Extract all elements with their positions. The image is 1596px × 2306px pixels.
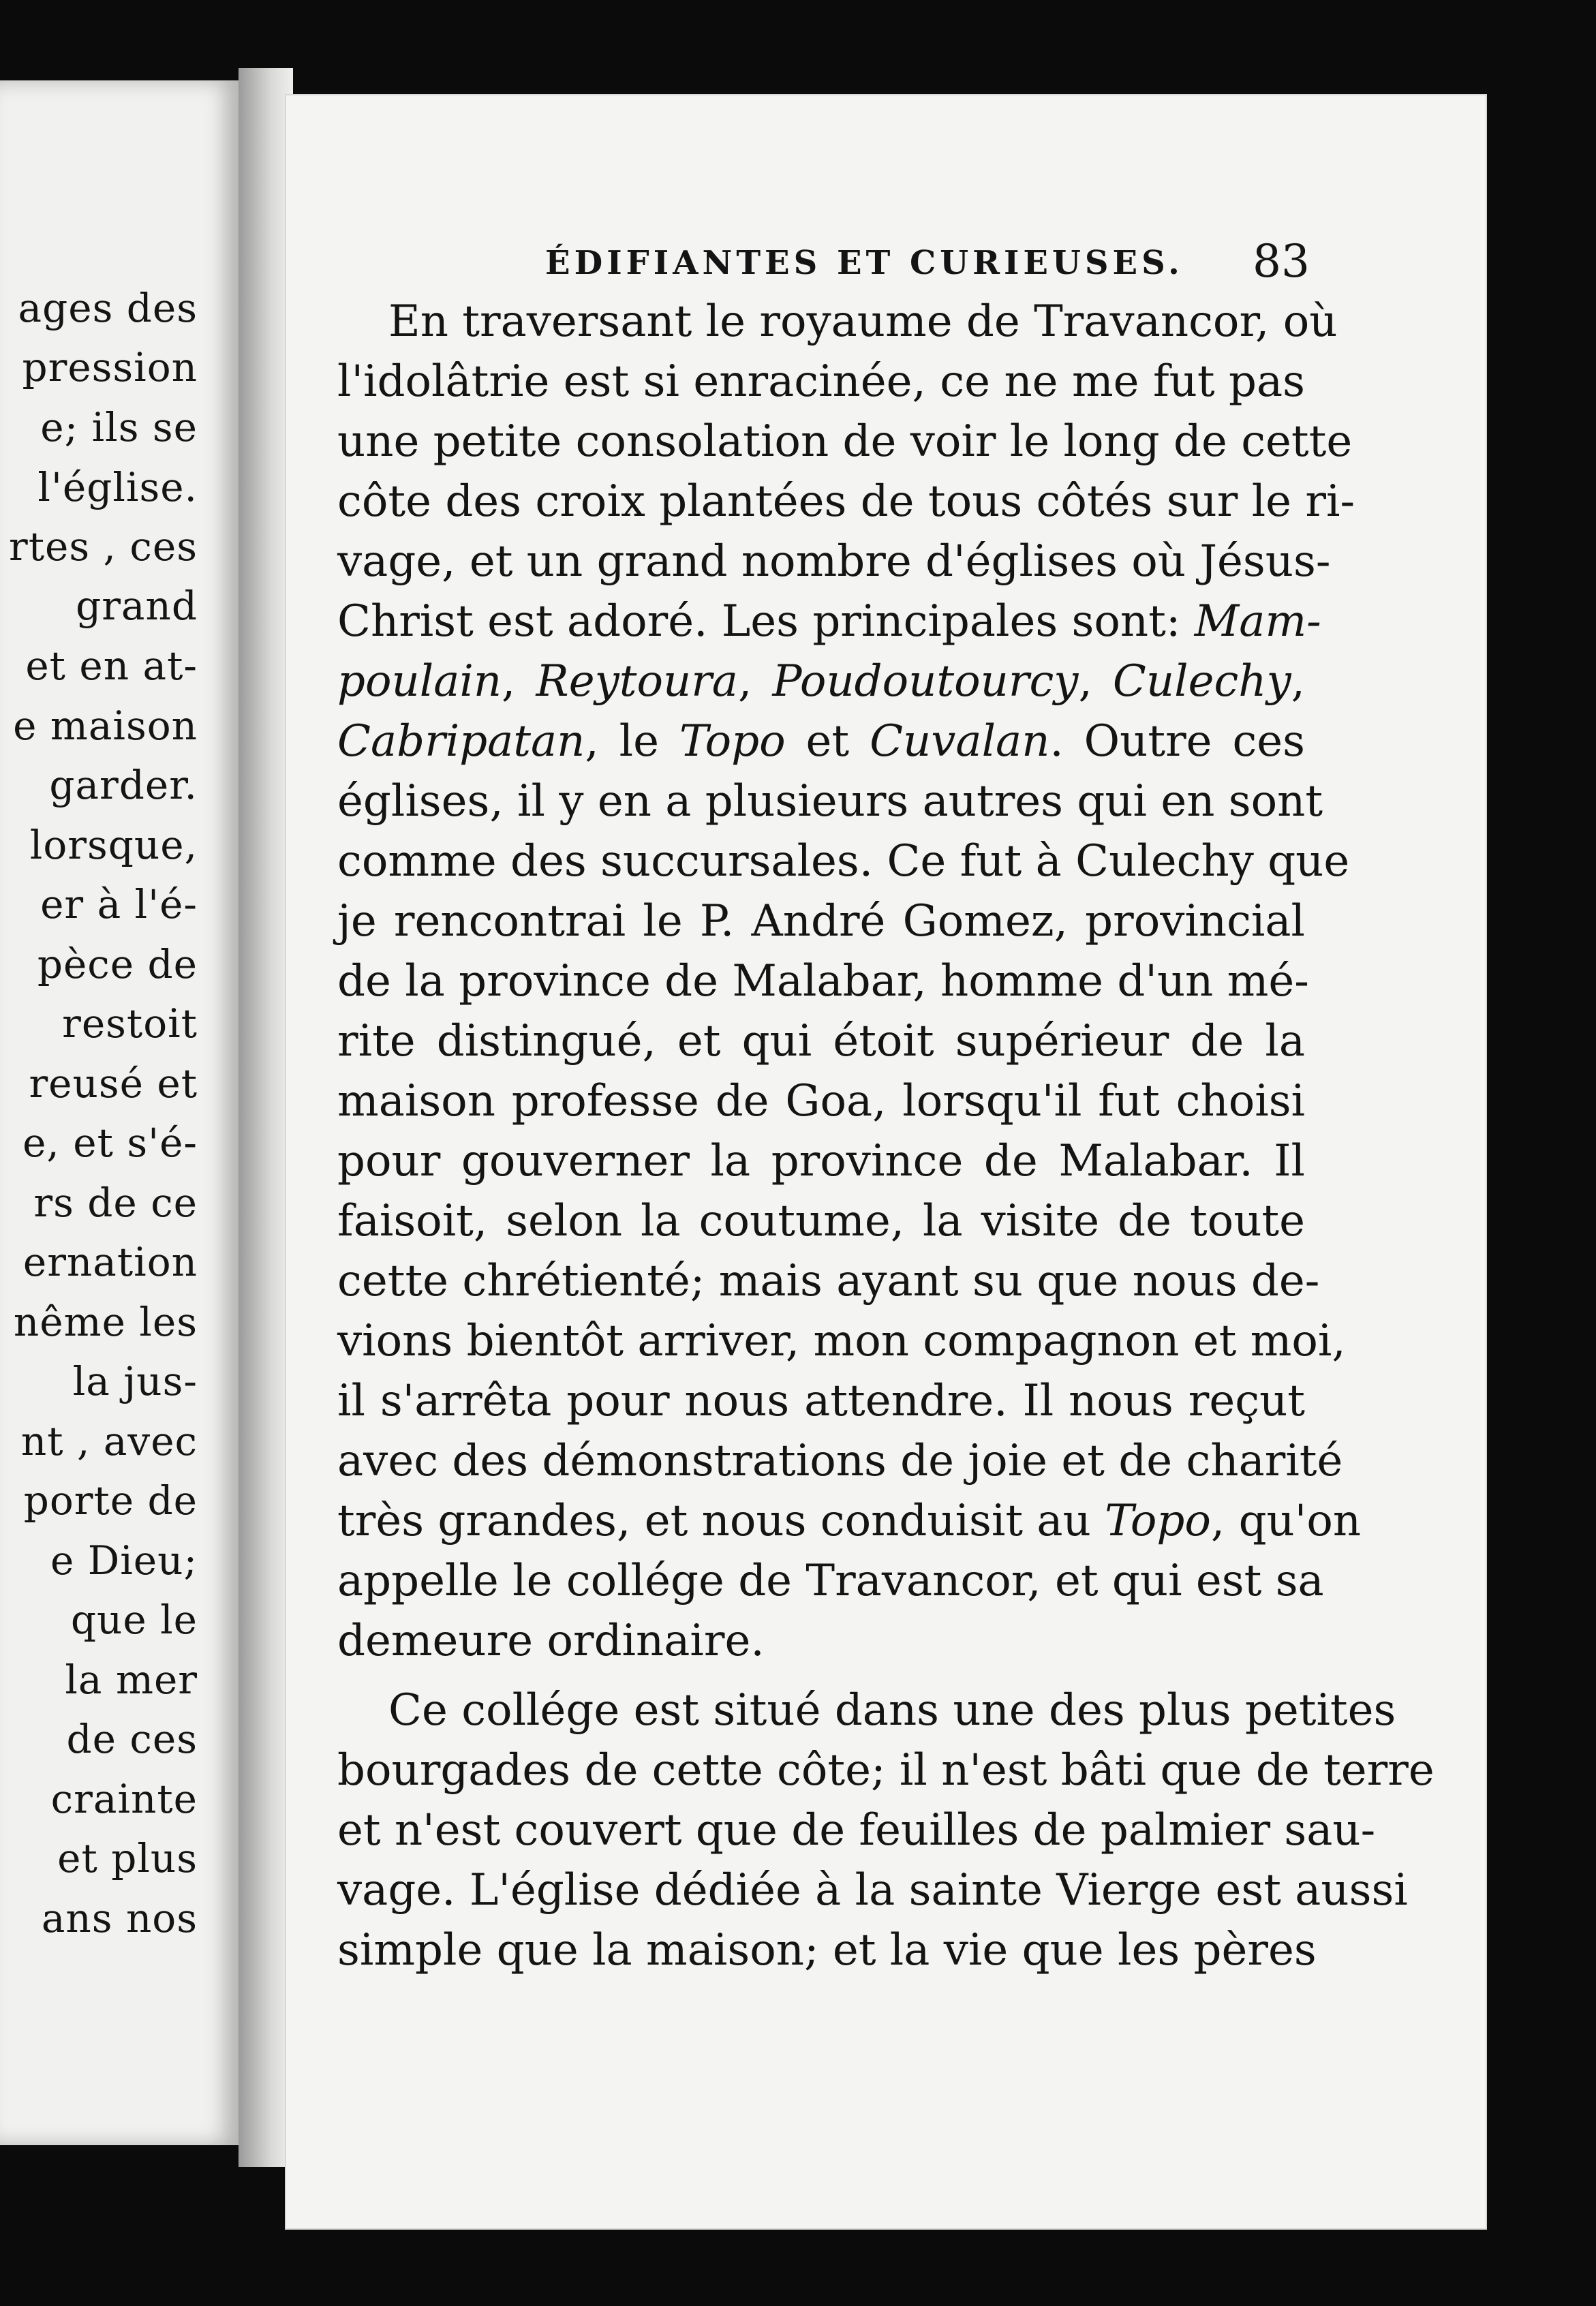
text-line: cette chrétienté; mais ayant su que nous de-: [337, 1256, 1320, 1306]
italic-place-name: Topo: [679, 716, 786, 767]
text-line: et n'est couvert que de feuilles de palmier sau-: [337, 1805, 1376, 1856]
left-page-line: ans nos: [41, 1895, 198, 1941]
page-number: 83: [1253, 235, 1310, 288]
text-line: il s'arrêta pour nous attendre. Il nous reçut: [337, 1376, 1305, 1426]
text-span: , le: [585, 716, 679, 767]
left-page-line: er à l'é-: [40, 881, 198, 927]
left-page-line: nt , avec: [20, 1418, 198, 1464]
italic-place-name: Culechy: [1112, 656, 1291, 707]
left-page: [0, 80, 239, 2145]
text-span: . Outre ces: [1049, 716, 1306, 767]
left-page-line: pression: [22, 344, 198, 390]
italic-place-name: Topo: [1105, 1496, 1211, 1546]
left-page-line: et en at-: [25, 643, 198, 689]
left-page-line: e, et s'é-: [22, 1120, 198, 1166]
running-title: ÉDIFIANTES ET CURIEUSES.: [545, 244, 1184, 282]
left-page-line: lorsque,: [29, 822, 198, 868]
left-page-line: rs de ce: [33, 1180, 198, 1226]
text-line: [337, 1496, 1362, 1546]
text-line: vions bientôt arriver, mon compagnon et moi,: [337, 1316, 1346, 1366]
left-page-line: l'église.: [37, 464, 198, 510]
text-line: l'idolâtrie est si enracinée, ce ne me fut pas: [337, 356, 1305, 407]
left-page-line: reusé et: [29, 1060, 198, 1107]
text-line: Ce collége est situé dans une des plus petites: [388, 1685, 1396, 1736]
text-line: côte des croix plantées de tous côtés sur le ri-: [337, 476, 1355, 527]
book-gutter: [239, 68, 293, 2167]
text-line: [337, 716, 1306, 767]
left-page-line: pèce de: [37, 941, 198, 987]
left-page-line: e Dieu;: [50, 1537, 198, 1584]
left-page-line: nême les: [13, 1299, 198, 1345]
left-page-line: que le: [70, 1597, 198, 1643]
italic-place-name: Cabripatan: [337, 716, 585, 767]
left-page-line: de ces: [66, 1716, 198, 1762]
left-page-line: rtes , ces: [8, 523, 198, 570]
text-line: de la province de Malabar, homme d'un mé-: [337, 956, 1309, 1006]
text-line: comme des succursales. Ce fut à Culechy que: [337, 836, 1350, 887]
left-page-line: e; ils se: [40, 404, 198, 450]
text-line: je rencontrai le P. André Gomez, provincial: [337, 896, 1305, 947]
text-span: et: [785, 716, 870, 767]
italic-place-name: poulain: [337, 656, 502, 707]
italic-place-name: Mam-: [1194, 596, 1321, 647]
text-span: Christ est adoré. Les principales sont:: [337, 596, 1181, 647]
left-page-line: et plus: [57, 1835, 198, 1881]
text-line: simple que la maison; et la vie que les pères: [337, 1925, 1317, 1976]
text-line: vage. L'église dédiée à la sainte Vierge est aussi: [337, 1865, 1408, 1916]
text-line: appelle le collége de Travancor, et qui est sa: [337, 1556, 1324, 1606]
text-line: une petite consolation de voir le long de cette: [337, 416, 1353, 467]
text-line: avec des démonstrations de joie et de charité: [337, 1436, 1343, 1486]
left-page-line: e maison: [13, 703, 198, 749]
left-page-line: la jus-: [72, 1358, 198, 1404]
text-line: poulain, Reytoura, Poudoutourcy, Culechy,: [337, 656, 1306, 707]
italic-place-name: Poudoutourcy: [772, 656, 1079, 707]
text-line: rite distingué, et qui étoit supérieur de la: [337, 1016, 1305, 1066]
left-page-line: crainte: [50, 1776, 198, 1822]
left-page-line: grand: [76, 583, 198, 629]
text-line: maison professe de Goa, lorsqu'il fut choisi: [337, 1076, 1305, 1126]
text-line: pour gouverner la province de Malabar. Il: [337, 1136, 1305, 1186]
italic-place-name: Cuvalan: [870, 716, 1050, 767]
left-page-line: porte de: [23, 1477, 198, 1524]
text-span: , qu'on: [1210, 1496, 1362, 1546]
text-line: demeure ordinaire.: [337, 1616, 765, 1666]
left-page-line: ages des: [18, 285, 198, 331]
left-page-line: restoit: [62, 1000, 198, 1047]
left-page-line: garder.: [49, 762, 198, 808]
text-line: faisoit, selon la coutume, la visite de toute: [337, 1196, 1305, 1246]
text-line: [337, 596, 1321, 647]
left-page-line: la mer: [65, 1657, 198, 1703]
text-line: bourgades de cette côte; il n'est bâti que de terre: [337, 1745, 1434, 1796]
text-line: En traversant le royaume de Travancor, où: [388, 296, 1338, 347]
left-page-line: ernation: [22, 1239, 198, 1285]
text-line: vage, et un grand nombre d'églises où Jésus-: [337, 536, 1331, 587]
italic-place-name: Reytoura: [536, 656, 738, 707]
text-span: très grandes, et nous conduisit au: [337, 1496, 1091, 1546]
text-line: églises, il y en a plusieurs autres qui en sont: [337, 776, 1323, 827]
